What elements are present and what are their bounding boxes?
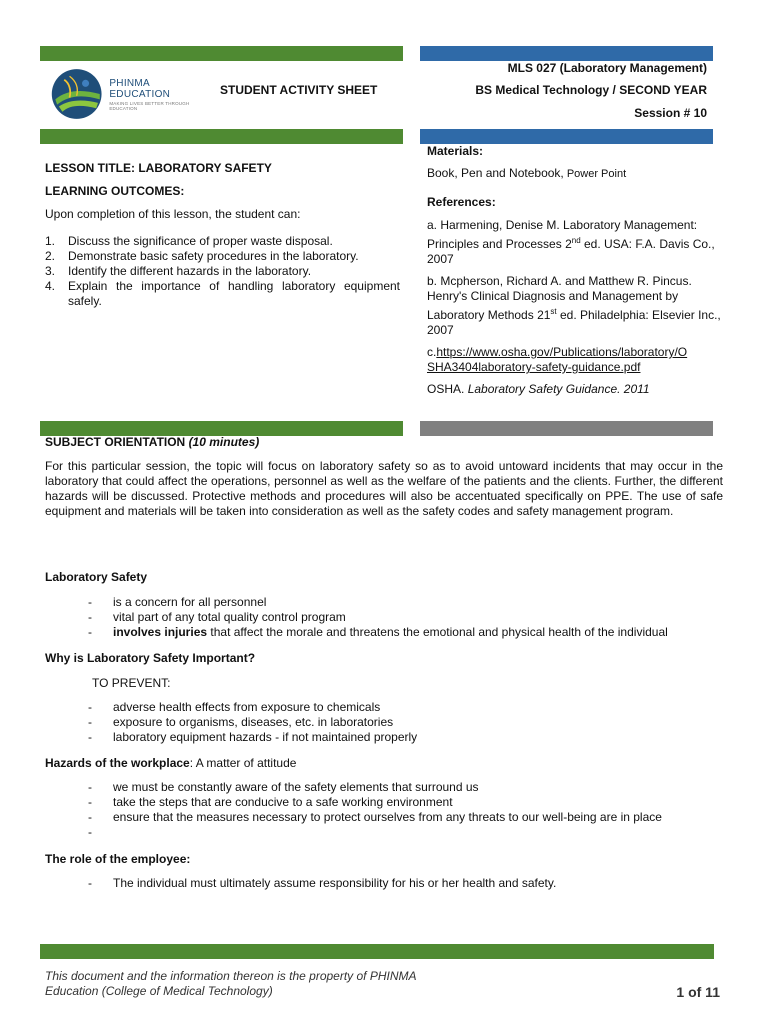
list-item: - ensure that the measures necessary to protect ourselves from any threats to our well-being are in place	[88, 810, 662, 824]
list-item: 2. Demonstrate basic safety procedures in the laboratory.	[45, 249, 359, 263]
prevent-list	[88, 700, 728, 745]
logo-tagline: MAKING LIVES BETTER THROUGH EDUCATION	[109, 100, 190, 111]
section-bar-right	[420, 421, 713, 436]
why-important-heading: Why is Laboratory Safety Important?	[45, 651, 256, 665]
references-list	[427, 218, 722, 404]
lesson-title: LESSON TITLE: LABORATORY SAFETY	[45, 161, 272, 175]
list-item: - The individual must ultimately assume responsibility for his or her health and safety.	[88, 876, 557, 890]
list-item: - exposure to organisms, diseases, etc. in laboratories	[88, 715, 394, 729]
list-item: - take the steps that are conducive to a safe working environment	[88, 795, 453, 809]
list-item: 1. Discuss the significance of proper waste disposal.	[45, 234, 333, 248]
logo-name: PHINMA EDUCATION	[109, 77, 171, 100]
materials-heading: Materials:	[427, 144, 484, 158]
learning-outcomes-list	[45, 234, 400, 309]
list-item: - vital part of any total quality control program	[88, 610, 346, 624]
list-item: - adverse health effects from exposure to chemicals	[88, 700, 381, 714]
page-number: 1 of 11	[676, 984, 720, 1000]
section-bar-left	[40, 421, 403, 436]
lab-safety-list	[88, 595, 728, 640]
footer-disclaimer: This document and the information thereon is the property of PHINMA Education (College of Medical Technology)	[45, 969, 417, 998]
list-item: - we must be constantly aware of the safety elements that surround us	[88, 780, 479, 794]
list-item: - is a concern for all personnel	[88, 595, 267, 609]
materials-value: Book, Pen and Notebook, Power Point	[427, 166, 627, 180]
footer-bar	[40, 944, 714, 959]
osha-guidance-link[interactable]: https://www.osha.gov/Publications/laboratory/O SHA3404laboratory-safety-guidance.pdf	[427, 345, 688, 374]
header-bottom-bar-left	[40, 129, 403, 144]
program-year: BS Medical Technology / SECOND YEAR	[475, 83, 707, 97]
list-item: 3. Identify the different hazards in the laboratory.	[45, 264, 312, 278]
outcomes-intro: Upon completion of this lesson, the student can:	[45, 207, 301, 221]
reference-a: a. Harmening, Denise M. Laboratory Management: Principles and Processes 2nd ed. USA: F.A. Davis Co., 2007	[427, 218, 715, 266]
header-top-bar-right	[420, 46, 713, 61]
hazards-heading: Hazards of the workplace: A matter of attitude	[45, 756, 297, 770]
subject-orientation-heading: SUBJECT ORIENTATION (10 minutes)	[45, 435, 260, 449]
header-top-bar-left	[40, 46, 403, 61]
hazards-list	[88, 780, 728, 840]
reference-b: b. Mcpherson, Richard A. and Matthew R. Pincus. Henry's Clinical Diagnosis and Management by Laboratory Methods 21st ed. Philadelphia: Elsevier Inc., 2007	[427, 274, 721, 337]
references-heading: References:	[427, 195, 496, 209]
reference-c: c.https://www.osha.gov/Publications/laboratory/O SHA3404laboratory-safety-guidance.pdf	[427, 345, 688, 374]
session-number: Session # 10	[634, 106, 707, 120]
list-item: 4. Explain the importance of handling laboratory equipment safely.	[45, 279, 400, 308]
employee-role-heading: The role of the employee:	[45, 852, 191, 866]
course-title: MLS 027 (Laboratory Management)	[507, 61, 707, 75]
sheet-title: STUDENT ACTIVITY SHEET	[220, 83, 378, 97]
header-bottom-bar-right	[420, 129, 713, 144]
reference-osha: OSHA. Laboratory Safety Guidance. 2011	[427, 382, 650, 396]
phinma-logo	[50, 63, 210, 125]
learning-outcomes-heading: LEARNING OUTCOMES:	[45, 184, 185, 198]
lab-safety-heading: Laboratory Safety	[45, 570, 148, 584]
list-item: - laboratory equipment hazards - if not maintained properly	[88, 730, 418, 744]
subject-orientation-paragraph: For this particular session, the topic will focus on laboratory safety so as to avoid untoward incidents that may occur in the laboratory that could affect the operations, personnel as well as the welfare of the patients and the clients. Further, the different hazards will be discussed. Protective methods and procedures will also be accentuated specifically on PPE. The use of safe equipment and materials will be taken into consideration as well as the safety codes and safety management program.	[45, 459, 723, 518]
phinma-globe-icon	[50, 65, 103, 123]
to-prevent-label: TO PREVENT:	[92, 676, 171, 690]
list-item: - involves injuries that affect the morale and threatens the emotional and physical health of the individual	[88, 625, 668, 639]
employee-list	[88, 876, 728, 891]
list-item: -	[88, 825, 92, 839]
